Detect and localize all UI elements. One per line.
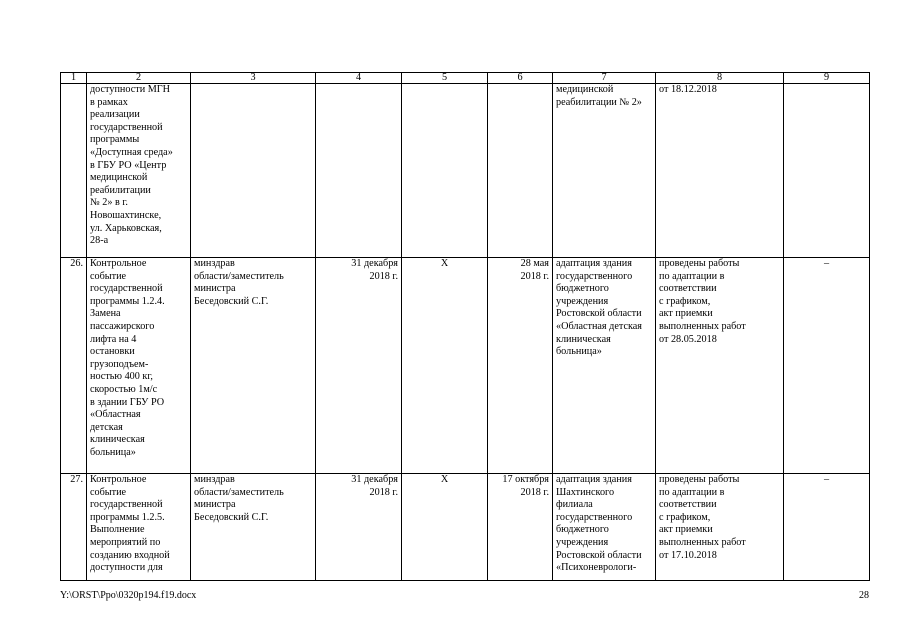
table-row: [61, 258, 870, 474]
result-cell: адаптация здания государственного бюджетного учреждения Ростовской области «Областная детская клиническая больница»: [553, 258, 656, 474]
header-cell: 2: [87, 73, 191, 84]
table-row: [61, 84, 870, 258]
header-cell: 8: [656, 73, 784, 84]
header-cell: 1: [61, 73, 87, 84]
row-number: 27.: [61, 474, 87, 581]
event-cell: Контрольное событие государственной программы 1.2.4. Замена пассажирского лифта на 4 остановки грузоподъем- ностью 400 кг, скоростью 1м/с в здании ГБУ РО «Областная детская клиническая больница»: [87, 258, 191, 474]
info-cell: проведены работы по адаптации в соответствии с графиком, акт приемки выполненных работ от 28.05.2018: [656, 258, 784, 474]
document-table: [60, 72, 870, 581]
header-cell: 7: [553, 73, 656, 84]
header-cell: 4: [316, 73, 402, 84]
result-cell: медицинской реабилитации № 2»: [553, 84, 656, 258]
header-cell: 6: [488, 73, 553, 84]
col5-cell: Х: [402, 258, 488, 474]
col5-cell: Х: [402, 474, 488, 581]
header-cell: 3: [191, 73, 316, 84]
header-cell: 5: [402, 73, 488, 84]
note-cell: [784, 84, 870, 258]
plan-date-cell: 31 декабря 2018 г.: [316, 258, 402, 474]
info-cell: проведены работы по адаптации в соответствии с графиком, акт приемки выполненных работ от 17.10.2018: [656, 474, 784, 581]
responsible-cell: [191, 84, 316, 258]
note-cell: –: [784, 258, 870, 474]
page-number: 28: [859, 590, 869, 601]
responsible-cell: минздрав области/заместитель министра Беседовский С.Г.: [191, 474, 316, 581]
responsible-cell: минздрав области/заместитель министра Беседовский С.Г.: [191, 258, 316, 474]
header-row: [61, 73, 870, 84]
fact-date-cell: 17 октября 2018 г.: [488, 474, 553, 581]
result-cell: адаптация здания Шахтинского филиала государственного бюджетного учреждения Ростовской области «Психоневрологи-: [553, 474, 656, 581]
header-cell: 9: [784, 73, 870, 84]
table-row: [61, 474, 870, 581]
plan-date-cell: [316, 84, 402, 258]
col5-cell: [402, 84, 488, 258]
note-cell: –: [784, 474, 870, 581]
row-number: [61, 84, 87, 258]
row-number: 26.: [61, 258, 87, 474]
event-cell: доступности МГН в рамках реализации государственной программы «Доступная среда» в ГБУ РО «Центр медицинской реабилитации № 2» в г. Новошахтинске, ул. Харьковская, 28-а: [87, 84, 191, 258]
fact-date-cell: [488, 84, 553, 258]
fact-date-cell: 28 мая 2018 г.: [488, 258, 553, 474]
file-path-footer: Y:\ORST\Ppo\0320p194.f19.docx: [60, 590, 197, 601]
plan-date-cell: 31 декабря 2018 г.: [316, 474, 402, 581]
info-cell: от 18.12.2018: [656, 84, 784, 258]
event-cell: Контрольное событие государственной программы 1.2.5. Выполнение мероприятий по созданию входной доступности для: [87, 474, 191, 581]
